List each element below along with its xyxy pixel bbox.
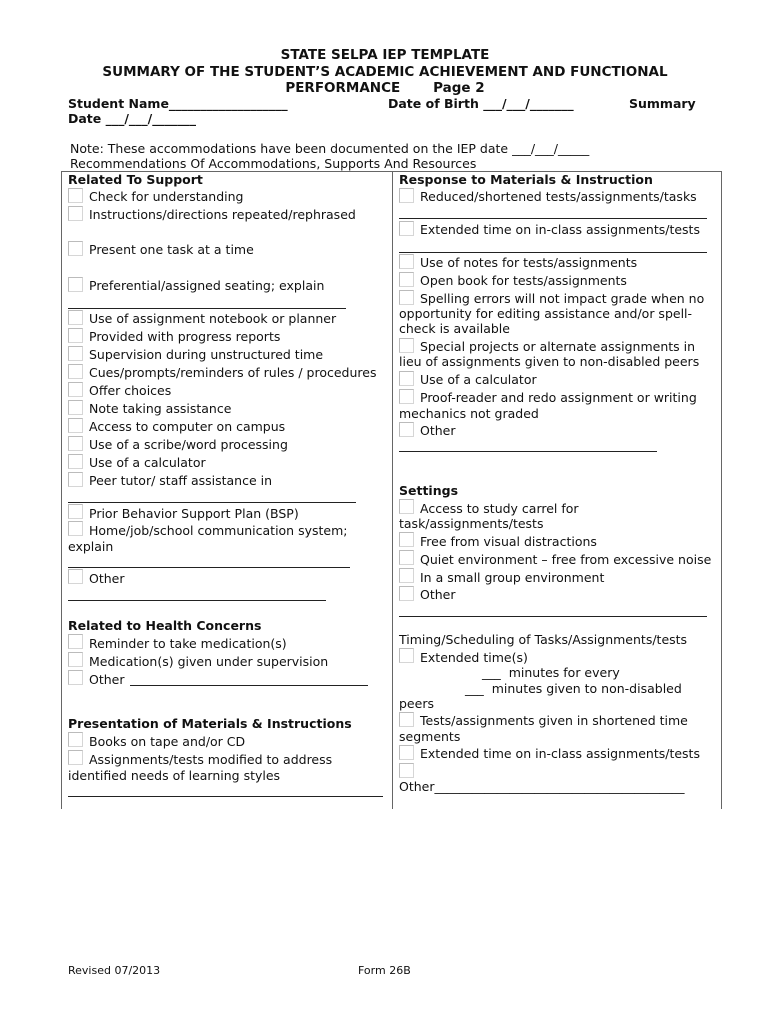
response-checkbox-spelling[interactable] — [399, 290, 414, 305]
response-section-title: Response to Materials & Instruction — [399, 172, 653, 187]
health-label: Medication(s) given under supervision — [89, 654, 329, 669]
support-checkbox-bsp[interactable] — [68, 504, 83, 519]
support-checkbox-other[interactable] — [68, 569, 83, 584]
table-left-border — [61, 171, 62, 809]
support-label: Check for understanding — [89, 189, 244, 204]
response-label: Other — [420, 423, 456, 438]
support-label: Cues/prompts/reminders of rules / procedures — [89, 365, 377, 380]
response-label: Open book for tests/assignments — [420, 273, 627, 288]
timing-label: segments — [399, 729, 461, 744]
form-title: STATE SELPA IEP TEMPLATE — [280, 47, 490, 63]
support-label: Note taking assistance — [89, 401, 232, 416]
timing-label: Extended time(s) — [420, 650, 528, 665]
presentation-other-line[interactable] — [68, 796, 383, 797]
response-label: Spelling errors will not impact grade when no — [420, 291, 705, 306]
response-label: Extended time on in-class assignments/tests — [420, 222, 700, 237]
support-checkbox-supervision[interactable] — [68, 346, 83, 361]
support-label: Instructions/directions repeated/rephrased — [89, 207, 356, 222]
student-name-field[interactable]: Student Name___________________ — [68, 96, 288, 111]
settings-checkbox-study-carrel[interactable] — [399, 499, 414, 514]
summary-label: Summary — [629, 96, 696, 111]
table-center-divider — [392, 171, 393, 809]
support-other-line[interactable] — [68, 600, 326, 601]
settings-checkbox-small-group[interactable] — [399, 568, 414, 583]
response-label: lieu of assignments given to non-disabled peers — [399, 354, 700, 369]
support-label: explain — [68, 539, 114, 554]
response-checkbox-open-book[interactable] — [399, 272, 414, 287]
settings-label: In a small group environment — [420, 570, 605, 585]
presentation-checkbox-modified[interactable] — [68, 750, 83, 765]
recommendations-heading: Recommendations Of Accommodations, Supports And Resources — [70, 156, 477, 171]
support-checkbox-scribe[interactable] — [68, 436, 83, 451]
support-label: Peer tutor/ staff assistance in — [89, 473, 273, 488]
support-checkbox-offer-choices[interactable] — [68, 382, 83, 397]
form-subtitle-page: PERFORMANCE Page 2 — [285, 80, 485, 96]
settings-label: task/assignments/tests — [399, 516, 544, 531]
response-checkbox-extended-time[interactable] — [399, 221, 414, 236]
support-label: Supervision during unstructured time — [89, 347, 324, 362]
support-label: Home/job/school communication system; — [89, 523, 348, 538]
date-of-birth-field[interactable]: Date of Birth ___/___/_______ — [388, 96, 574, 111]
support-label: Provided with progress reports — [89, 329, 281, 344]
response-label: Use of a calculator — [420, 372, 537, 387]
support-checkbox-check-understanding[interactable] — [68, 188, 83, 203]
response-label: opportunity for editing assistance and/or spell- — [399, 306, 693, 321]
support-checkbox-planner[interactable] — [68, 310, 83, 325]
support-checkbox-preferential-seating[interactable] — [68, 277, 83, 292]
support-label: Other — [89, 571, 125, 586]
settings-other-line[interactable] — [399, 616, 707, 617]
form-subtitle: SUMMARY OF THE STUDENT’S ACADEMIC ACHIEVEMENT AND FUNCTIONAL — [102, 64, 668, 80]
response-extended-line[interactable] — [399, 252, 707, 253]
response-label: Reduced/shortened tests/assignments/tasks — [420, 189, 697, 204]
timing-label: Extended time on in-class assignments/tests — [420, 746, 700, 761]
support-checkbox-peer-tutor[interactable] — [68, 472, 83, 487]
settings-checkbox-other[interactable] — [399, 586, 414, 601]
response-checkbox-calculator[interactable] — [399, 371, 414, 386]
iep-note: Note: These accommodations have been documented on the IEP date ___/___/_____ — [70, 141, 590, 156]
support-label: Use of assignment notebook or planner — [89, 311, 337, 326]
timing-checkbox-extended-times[interactable] — [399, 648, 414, 663]
response-label: mechanics not graded — [399, 406, 539, 421]
settings-checkbox-quiet-environment[interactable] — [399, 550, 414, 565]
presentation-checkbox-books-tape[interactable] — [68, 732, 83, 747]
summary-date-field[interactable]: Date ___/___/_______ — [68, 111, 196, 126]
support-checkbox-instructions-repeated[interactable] — [68, 206, 83, 221]
health-checkbox-reminder[interactable] — [68, 634, 83, 649]
health-section-title: Related to Health Concerns — [68, 618, 262, 633]
support-label: Offer choices — [89, 383, 172, 398]
presentation-label: Books on tape and/or CD — [89, 734, 246, 749]
timing-minutes-non-disabled[interactable]: ___ minutes given to non-disabled — [465, 681, 682, 696]
seating-explain-line[interactable] — [68, 308, 346, 309]
settings-label: Access to study carrel for — [420, 501, 579, 516]
timing-label: peers — [399, 696, 434, 711]
response-label: check is available — [399, 321, 510, 336]
presentation-label: Assignments/tests modified to address — [89, 752, 333, 767]
timing-checkbox-extended-in-class[interactable] — [399, 745, 414, 760]
support-checkbox-computer-access[interactable] — [68, 418, 83, 433]
response-reduced-line[interactable] — [399, 218, 707, 219]
form-number: Form 26B — [358, 964, 411, 977]
health-checkbox-supervision[interactable] — [68, 652, 83, 667]
timing-checkbox-other[interactable] — [399, 763, 414, 778]
response-checkbox-reduced[interactable] — [399, 188, 414, 203]
response-checkbox-notes[interactable] — [399, 254, 414, 269]
health-label: Other — [89, 672, 125, 687]
support-checkbox-communication-system[interactable] — [68, 521, 83, 536]
support-checkbox-note-taking[interactable] — [68, 400, 83, 415]
timing-label: Tests/assignments given in shortened time — [420, 713, 688, 728]
support-checkbox-calculator[interactable] — [68, 454, 83, 469]
settings-checkbox-visual-distractions[interactable] — [399, 532, 414, 547]
revised-date: Revised 07/2013 — [68, 964, 161, 977]
response-other-line[interactable] — [399, 451, 657, 452]
timing-section-title: Timing/Scheduling of Tasks/Assignments/tests — [399, 632, 688, 647]
timing-minutes-every[interactable]: ___ minutes for every — [482, 665, 620, 680]
support-checkbox-one-task[interactable] — [68, 241, 83, 256]
presentation-section-title: Presentation of Materials & Instructions — [68, 716, 352, 731]
peer-tutor-line[interactable] — [68, 502, 356, 503]
health-other-line[interactable] — [130, 685, 368, 686]
settings-label: Quiet environment – free from excessive noise — [420, 552, 712, 567]
support-label: Present one task at a time — [89, 242, 254, 257]
settings-section-title: Settings — [399, 483, 459, 498]
support-section-title: Related To Support — [68, 172, 203, 187]
presentation-label: identified needs of learning styles — [68, 768, 281, 783]
table-right-border — [721, 171, 722, 809]
support-label: Use of a calculator — [89, 455, 206, 470]
support-label: Prior Behavior Support Plan (BSP) — [89, 506, 299, 521]
support-checkbox-cues-prompts[interactable] — [68, 364, 83, 379]
support-label: Use of a scribe/word processing — [89, 437, 288, 452]
response-label: Use of notes for tests/assignments — [420, 255, 638, 270]
response-checkbox-special-projects[interactable] — [399, 338, 414, 353]
timing-checkbox-shortened-time[interactable] — [399, 712, 414, 727]
communication-explain-line[interactable] — [68, 567, 350, 568]
health-checkbox-other[interactable] — [68, 670, 83, 685]
support-label: Preferential/assigned seating; explain — [89, 278, 325, 293]
response-checkbox-other[interactable] — [399, 422, 414, 437]
response-label: Proof-reader and redo assignment or writing — [420, 390, 697, 405]
support-checkbox-progress-reports[interactable] — [68, 328, 83, 343]
response-checkbox-proof-reader[interactable] — [399, 389, 414, 404]
response-label: Special projects or alternate assignments in — [420, 339, 696, 354]
settings-label: Free from visual distractions — [420, 534, 597, 549]
health-label: Reminder to take medication(s) — [89, 636, 287, 651]
timing-other-field[interactable]: Other________________________________________ — [399, 779, 685, 794]
settings-label: Other — [420, 587, 456, 602]
support-label: Access to computer on campus — [89, 419, 286, 434]
